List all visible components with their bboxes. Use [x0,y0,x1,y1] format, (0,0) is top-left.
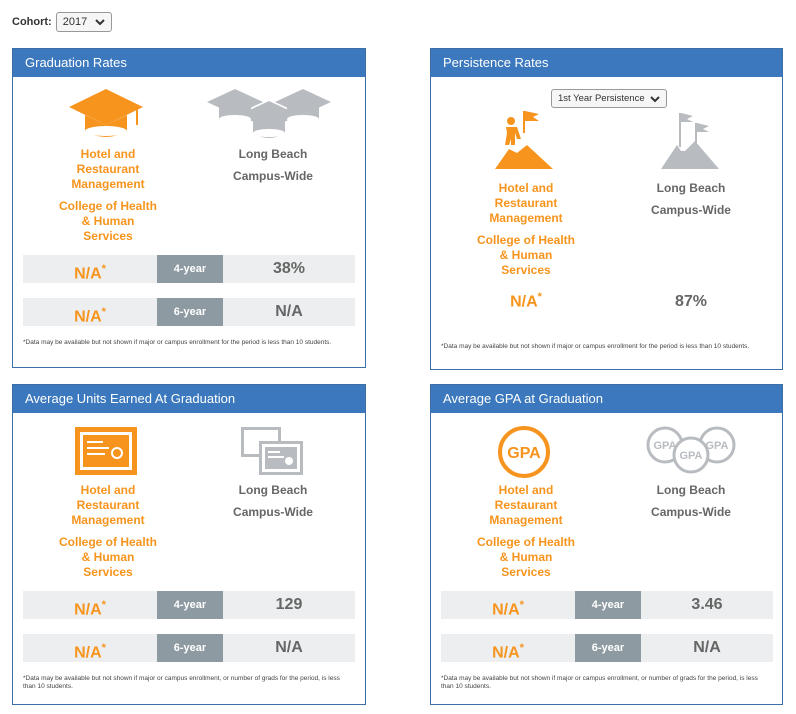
major-name-line: Management [489,211,563,225]
campus-value: 38% [223,255,355,283]
term-label: 4-year [157,255,223,283]
college-name-line: & Human [499,248,553,262]
campus-value: N/A [223,634,355,662]
footnote-marker: * [537,291,542,303]
major-name-line: Restaurant [494,498,558,512]
major-value [23,298,157,326]
college-name-line: Services [501,263,551,277]
college-name-line: Services [83,229,133,243]
card-title: Average Units Earned At Graduation [13,385,365,413]
major-value [23,591,157,619]
chevron-down-icon [93,15,107,29]
persistence-select-value: 1st Year Persistence [558,93,645,104]
college-name [48,199,168,244]
college-name [48,535,168,580]
term-label: 6-year [157,634,223,662]
gpa-badge-text: GPA [507,445,541,462]
major-name-line: Management [71,177,145,191]
footnote-marker: * [101,306,106,318]
college-name-line: & Human [499,550,553,564]
table-row [23,298,355,326]
college-name-line: College of Health [476,233,575,247]
footnote-marker: * [519,599,524,611]
major-name-line: Hotel and [498,483,554,497]
footnote: *Data may be available but not shown if major or campus enrollment, or number of grads for the period, is less than 10 students. [441,675,758,690]
college-name [466,535,586,580]
card-title: Persistence Rates [431,49,782,77]
persistence-rates-card [430,48,783,370]
college-name-line: College of Health [58,199,157,213]
gpa-badge-text: GPA [653,440,677,452]
cohort-label: Cohort: [12,16,52,28]
footnote: *Data may be available but not shown if major or campus enrollment for the period is less than 10 students. [23,339,332,346]
major-name [53,483,163,528]
college-name-line: & Human [81,550,135,564]
major-name-line: Restaurant [494,196,558,210]
college-name-line: & Human [81,214,135,228]
college-name-line: Services [83,565,133,579]
major-name-line: Restaurant [76,162,140,176]
college-name-line: College of Health [476,535,575,549]
college-name [466,233,586,278]
campus-wide-label: Campus-Wide [651,505,731,519]
campus-wide-label: Campus-Wide [233,169,313,183]
major-name-line: Management [489,513,563,527]
average-units-card [12,384,366,705]
value-text: N/A [74,601,102,619]
cohort-select-value: 2017 [62,16,88,28]
campus-wide-label: Campus-Wide [651,203,731,217]
table-row [23,591,355,619]
gpa-badge-icon [497,425,551,479]
gpa-badge-text: GPA [705,440,729,452]
table-row [441,634,773,662]
card-title: Average GPA at Graduation [431,385,782,413]
chevron-down-icon [648,92,662,106]
footnote-marker: * [101,642,106,654]
campus-name: Long Beach [238,147,308,161]
term-label: 4-year [157,591,223,619]
campus-value: N/A [223,298,355,326]
major-name-line: Restaurant [76,498,140,512]
major-value [441,591,575,619]
graduation-cap-icon [67,87,145,143]
college-name-line: Services [501,565,551,579]
graduation-caps-group-icon [205,87,333,147]
campus-value: 3.46 [641,591,773,619]
card-title: Graduation Rates [13,49,365,77]
major-name [471,181,581,226]
major-name [53,147,163,192]
footnote-marker: * [101,263,106,275]
term-label: 6-year [157,298,223,326]
footnote-marker: * [101,599,106,611]
table-row [23,634,355,662]
footnote-marker: * [519,642,524,654]
campus-value: 129 [223,591,355,619]
graduation-rates-card [12,48,366,368]
table-row [23,255,355,283]
campus-name: Long Beach [656,181,726,195]
major-name-line: Management [71,513,145,527]
cohort-filter [12,12,112,32]
campus-wide-label: Campus-Wide [233,505,313,519]
value-text: N/A [510,293,538,311]
major-value [23,255,157,283]
certificate-icon [73,425,139,477]
campus-name: Long Beach [656,483,726,497]
footnote: *Data may be available but not shown if major or campus enrollment for the period is less than 10 students. [441,343,750,350]
persistence-type-select[interactable] [551,89,667,108]
term-label: 4-year [575,591,641,619]
average-gpa-card [430,384,783,705]
college-name-line: College of Health [58,535,157,549]
cohort-select[interactable] [56,12,112,32]
campus-name: Long Beach [238,483,308,497]
value-text: N/A [492,601,520,619]
major-name [471,483,581,528]
mountain-summit-person-icon [493,109,555,171]
value-text: N/A [74,644,102,662]
campus-value: 87% [674,293,708,310]
footnote: *Data may be available but not shown if major or campus enrollment, or number of grads for the period, is less than 10 students. [23,675,340,690]
major-name-line: Hotel and [498,181,554,195]
table-row [441,591,773,619]
major-value [23,634,157,662]
major-value [466,291,586,311]
value-text: N/A [74,308,102,326]
major-value [441,634,575,662]
term-label: 6-year [575,634,641,662]
gpa-badge-text: GPA [679,450,703,462]
value-text: N/A [492,644,520,662]
major-name-line: Hotel and [80,483,136,497]
mountain-flags-icon [659,109,721,171]
major-name-line: Hotel and [80,147,136,161]
campus-value: N/A [641,634,773,662]
gpa-badges-group-icon [645,425,737,475]
certificates-stack-icon [239,425,305,477]
value-text: N/A [74,265,102,283]
